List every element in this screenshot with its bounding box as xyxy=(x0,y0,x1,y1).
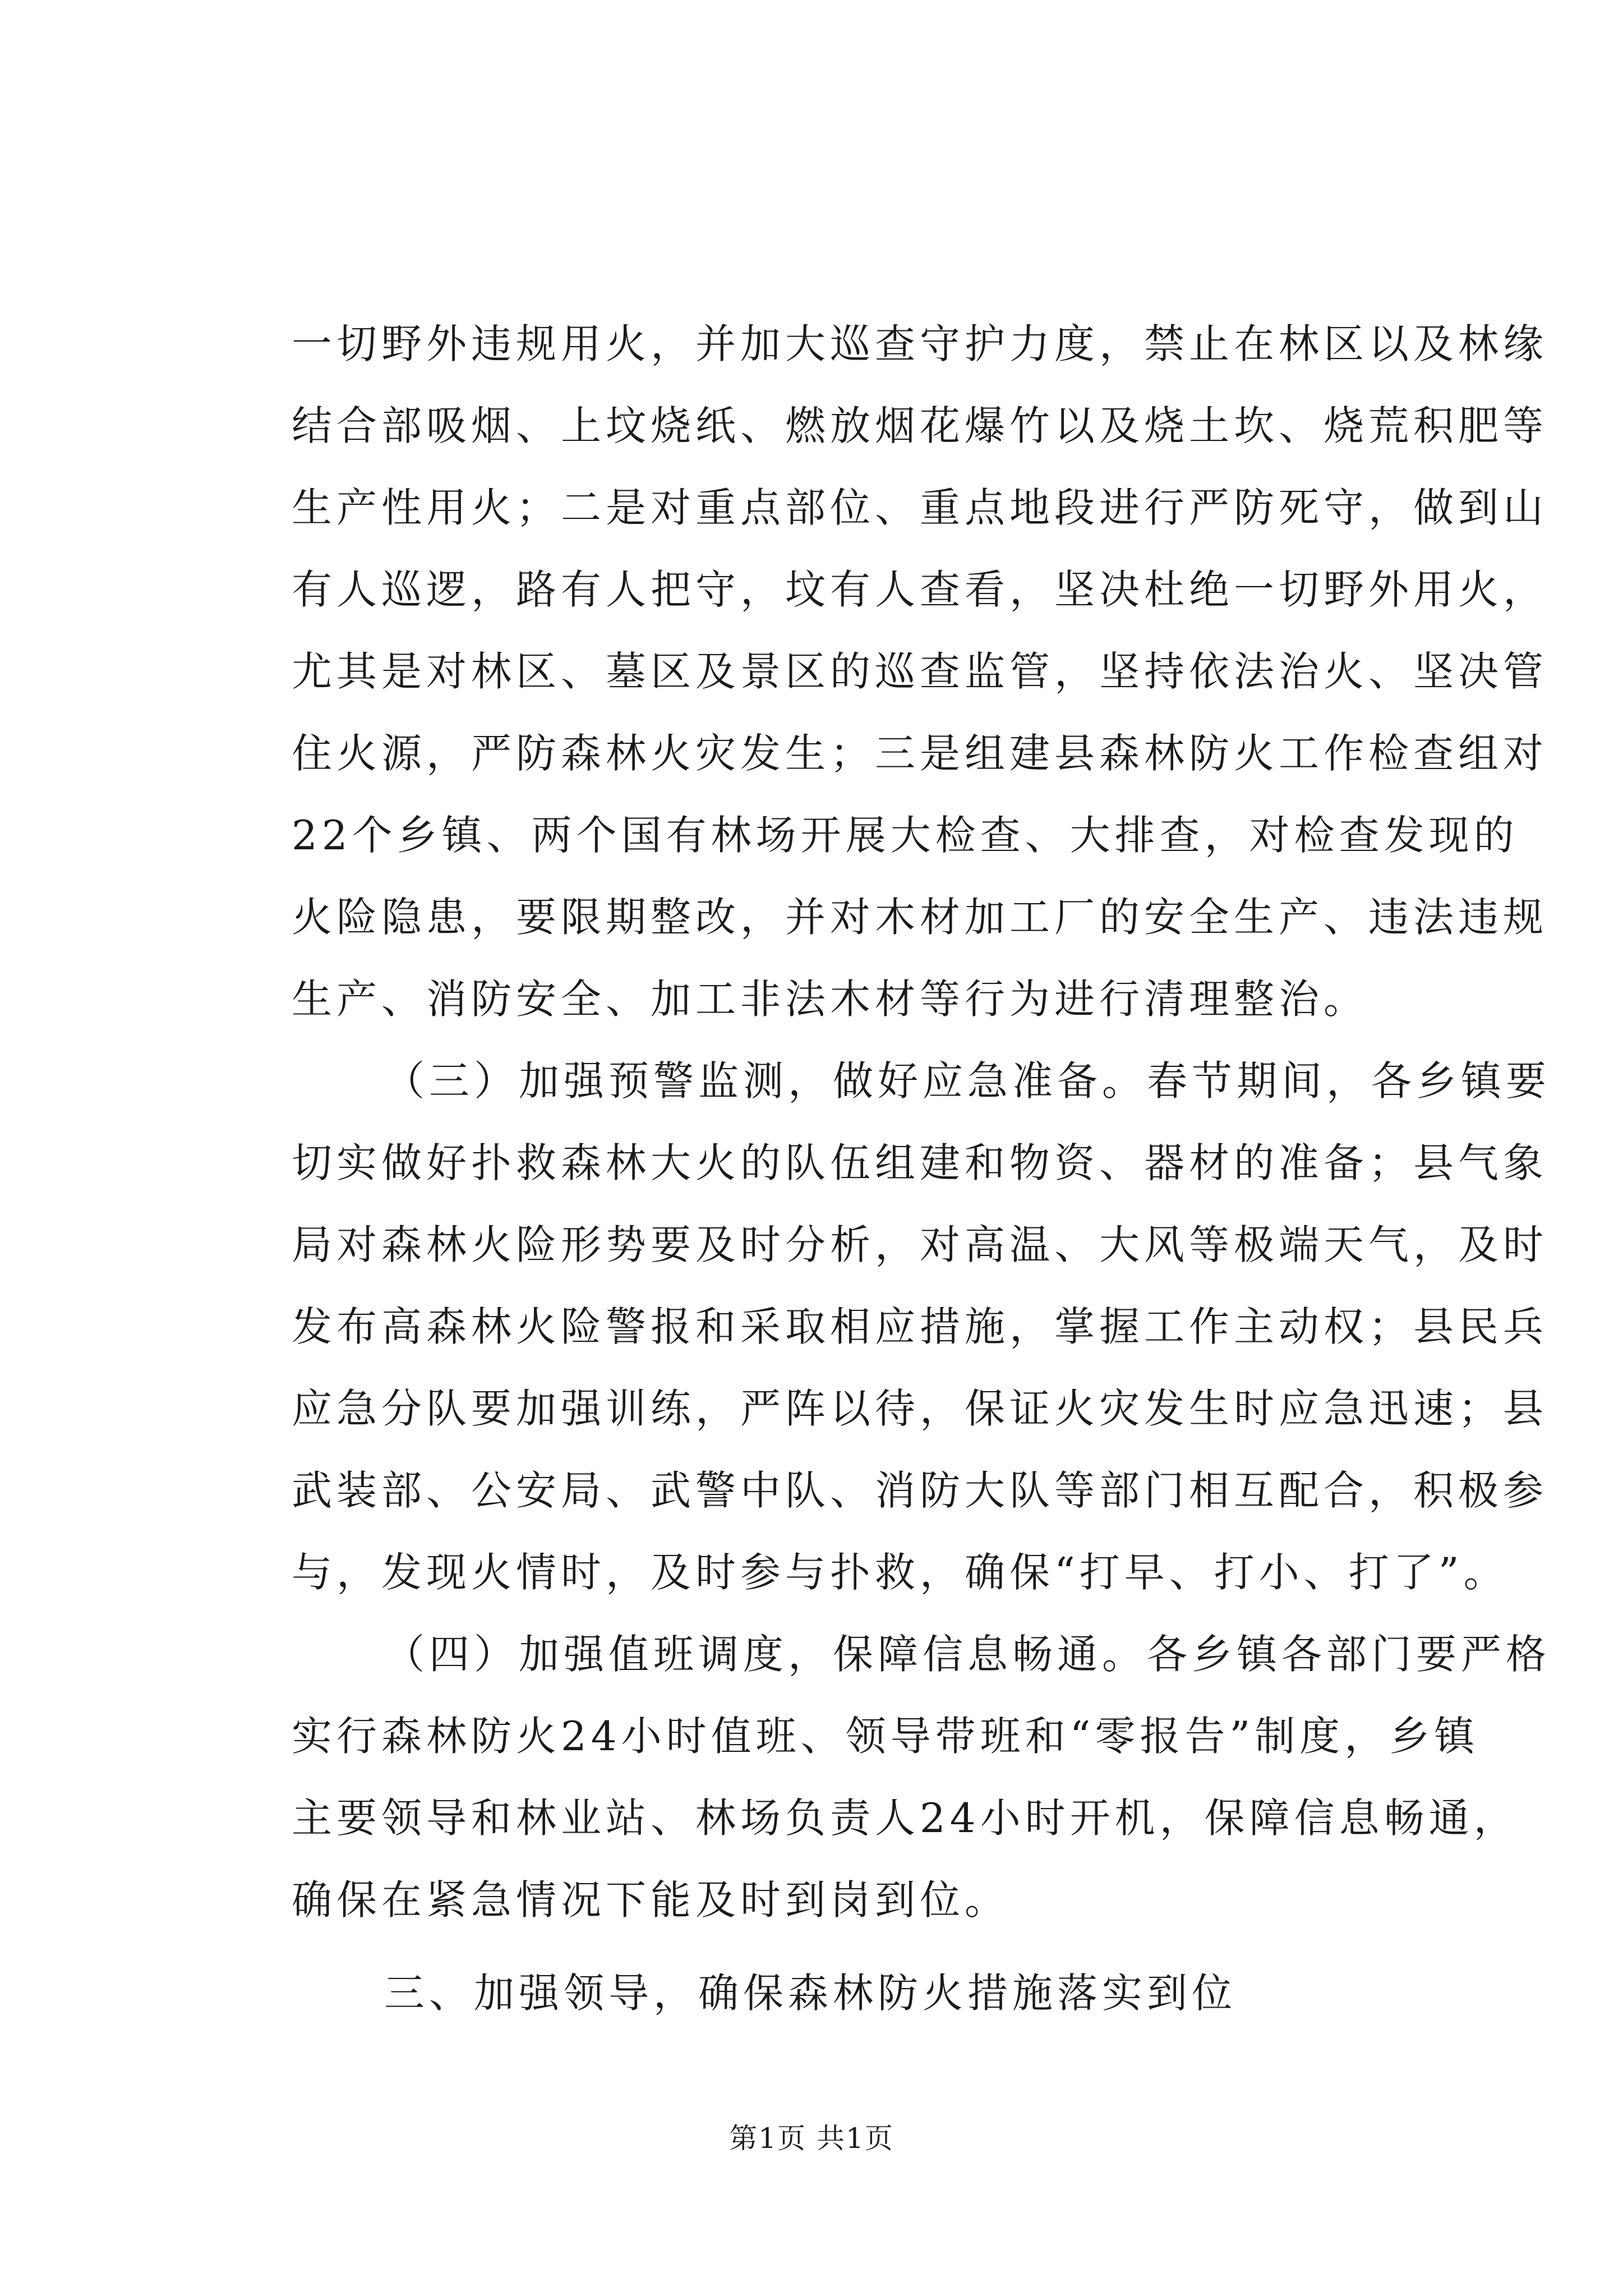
section-heading: 三、加强领导，确保森林防火措施落实到位 xyxy=(384,1970,1237,2017)
body-line: 应急分队要加强训练，严阵以待，保证火灾发生时应急迅速；县 xyxy=(292,1385,1548,1432)
paragraph-start-line: （三）加强预警监测，做好应急准备。春节期间，各乡镇要 xyxy=(384,1057,1551,1105)
body-line: 武装部、公安局、武警中队、消防大队等部门相互配合，积极参 xyxy=(292,1467,1548,1514)
body-line: 22个乡镇、两个国有林场开展大检查、大排查，对检查发现的 xyxy=(292,812,1519,859)
body-line: 有人巡逻，路有人把守，坟有人查看，坚决杜绝一切野外用火， xyxy=(292,566,1548,613)
body-line: 发布高森林火险警报和采取相应措施，掌握工作主动权；县民兵 xyxy=(292,1303,1548,1350)
body-line: 生产性用火；二是对重点部位、重点地段进行严防死守，做到山 xyxy=(292,484,1548,531)
paragraph-start-line: （四）加强值班调度，保障信息畅通。各乡镇各部门要严格 xyxy=(384,1631,1551,1678)
body-line: 切实做好扑救森林大火的队伍组建和物资、器材的准备；县气象 xyxy=(292,1139,1548,1186)
body-line: 确保在紧急情况下能及时到岗到位。 xyxy=(292,1876,1010,1924)
body-line: 实行森林防火24小时值班、领导带班和“零报告”制度，乡镇 xyxy=(292,1713,1479,1760)
body-line: 一切野外违规用火，并加大巡查守护力度，禁止在林区以及林缘 xyxy=(292,320,1548,367)
body-line: 生产、消防安全、加工非法木材等行为进行清理整治。 xyxy=(292,976,1369,1023)
body-line: 局对森林火险形势要及时分析，对高温、大风等极端天气，及时 xyxy=(292,1221,1548,1268)
body-line: 住火源，严防森林火灾发生；三是组建县森林防火工作检查组对 xyxy=(292,730,1548,777)
body-line: 尤其是对林区、墓区及景区的巡查监管，坚持依法治火、坚决管 xyxy=(292,648,1548,695)
body-line: 主要领导和林业站、林场负责人24小时开机，保障信息畅通， xyxy=(292,1795,1519,1842)
document-body xyxy=(292,303,1551,2034)
body-line: 结合部吸烟、上坟烧纸、燃放烟花爆竹以及烧土坎、烧荒积肥等 xyxy=(292,402,1548,449)
page-footer: 第1页 共1页 xyxy=(729,2122,894,2155)
body-line: 与，发现火情时，及时参与扑救，确保“打早、打小、打了”。 xyxy=(292,1549,1509,1596)
body-line: 火险隐患，要限期整改，并对木材加工厂的安全生产、违法违规 xyxy=(292,894,1548,941)
